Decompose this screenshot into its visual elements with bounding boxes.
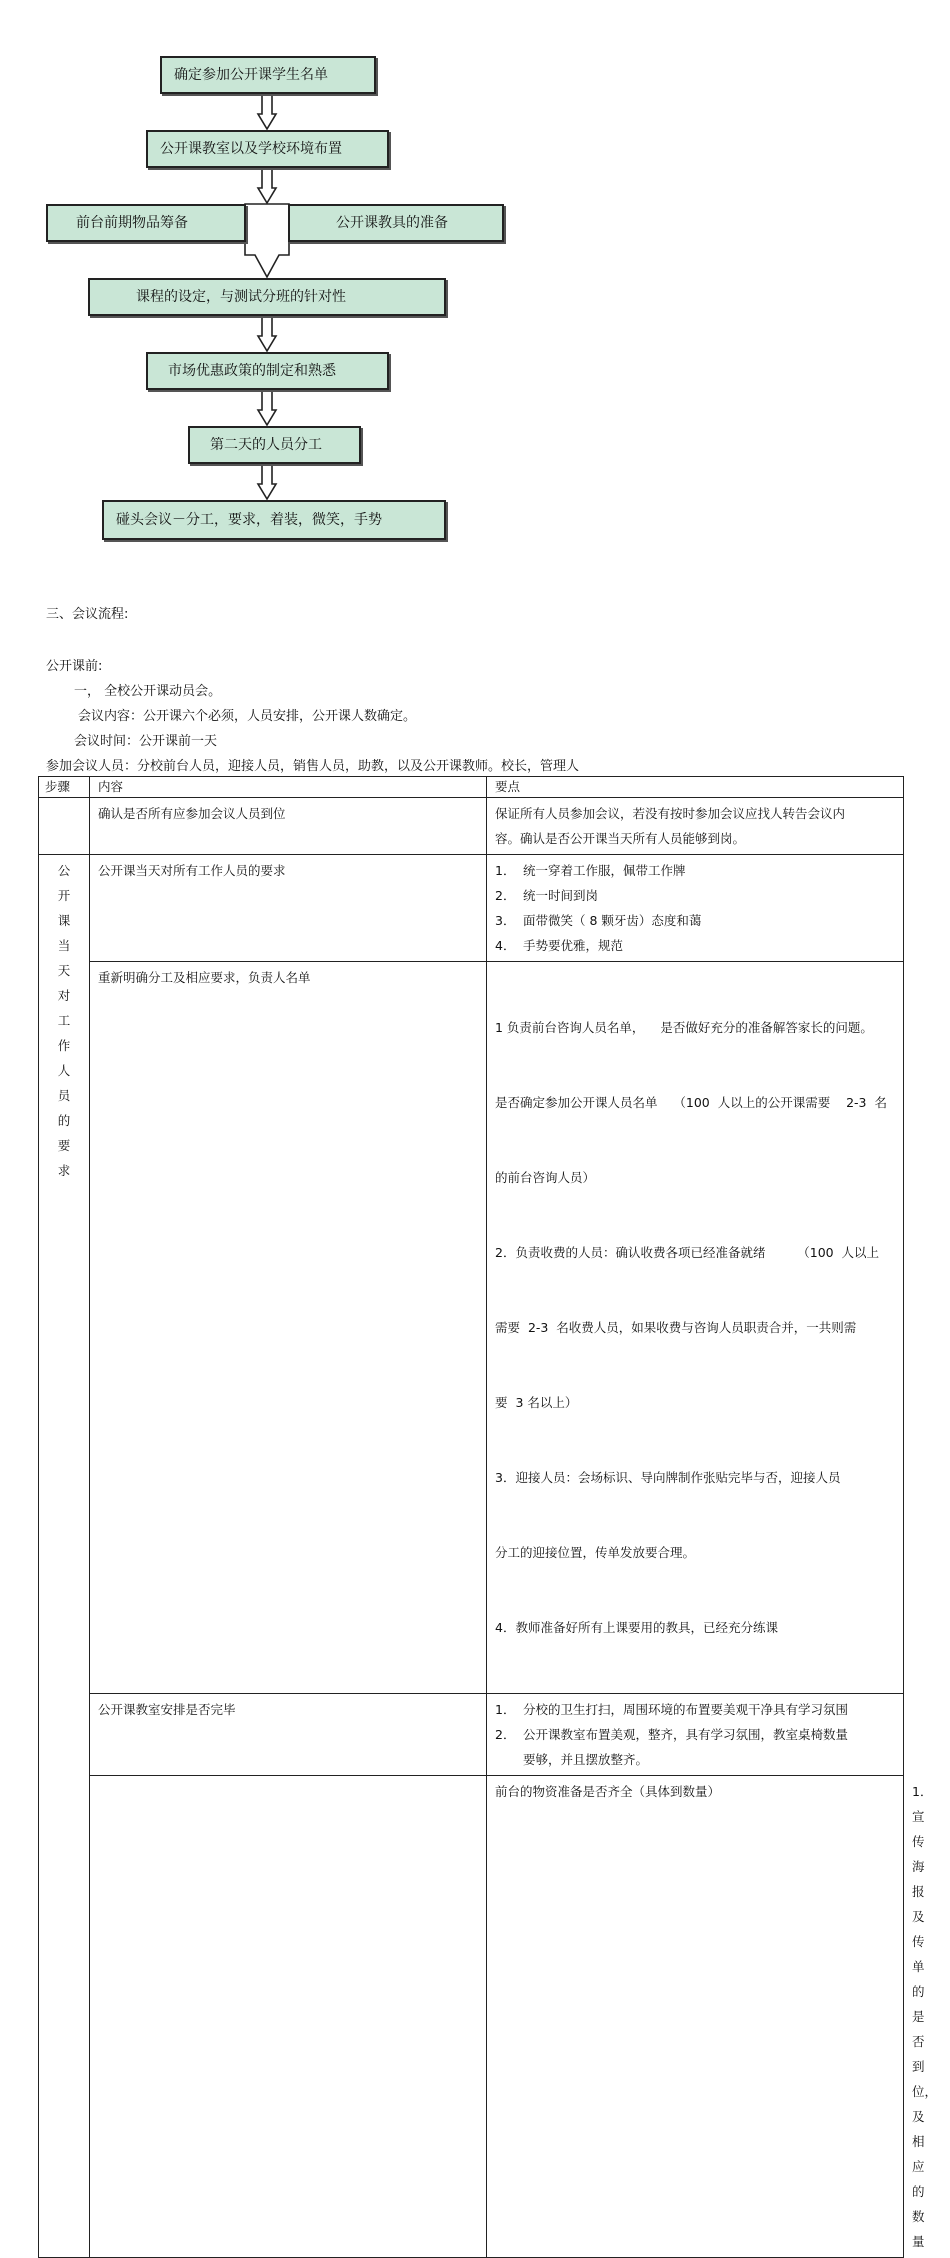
flow-box-label: 课程的设定，与测试分班的针对性 (136, 289, 346, 305)
arrow-down-6 (258, 464, 276, 499)
flow-box-label: 公开课教具的准备 (336, 215, 448, 231)
step-char: 作 (57, 1038, 71, 1053)
arrow-down-5 (258, 390, 276, 425)
points-cell (487, 1694, 904, 1776)
process-table (38, 776, 938, 2258)
meeting-time: 会议时间：公开课前一天 (74, 734, 218, 749)
flow-box-briefing-meeting (102, 500, 446, 540)
flow-box-classroom-setup (146, 130, 389, 168)
step-char: 人 (57, 1063, 71, 1078)
step-char: 员 (57, 1088, 71, 1103)
point-line: 2． 公开课教室布置美观，整齐，具有学习氛围，教室桌椅数量 (495, 1727, 849, 1742)
arrow-down-1 (258, 94, 276, 129)
point-line: 2．负责收费的人员：确认收费各项已经准备就绪 （100 人以上 (495, 1245, 880, 1260)
content-cell: 公开课当天对所有工作人员的要求 (90, 855, 487, 962)
flow-box-label: 公开课教室以及学校环境布置 (160, 141, 342, 157)
flow-box-market-policy (146, 352, 389, 390)
step-char: 的 (57, 1113, 71, 1128)
content-cell: 公开课教室安排是否完毕 (90, 1694, 487, 1776)
header-step: 步骤 (39, 777, 90, 798)
step-char: 求 (57, 1163, 71, 1178)
arrow-down-2 (258, 168, 276, 203)
point-line: 保证所有人员参加会议，若没有按时参加会议应找人转告会议内 (495, 806, 846, 821)
step-cell-empty (39, 798, 90, 855)
flow-box-label: 前台前期物品筹备 (76, 215, 188, 231)
meeting-content: 会议内容：公开课六个必须，人员安排，公开课人数确定。 (78, 709, 417, 724)
point-line: 4．教师准备好所有上课要用的教具，已经充分练课 (495, 1620, 778, 1635)
arrow-merge (245, 204, 289, 277)
point-line: 容。确认是否公开课当天所有人员能够到岗。 (495, 831, 746, 846)
before-class-label: 公开课前: (46, 659, 103, 674)
step-char: 对 (57, 988, 71, 1003)
step-char: 公 (57, 863, 71, 878)
flow-box-course-setting (88, 278, 446, 316)
step-char: 开 (57, 888, 71, 903)
table-row (39, 855, 904, 962)
flow-box-teaching-aids (288, 204, 504, 242)
step-cell-empty (90, 1776, 487, 2258)
point-line: 2． 统一时间到岗 (495, 888, 599, 903)
content-cell: 确认是否所有应参加会议人员到位 (90, 798, 487, 855)
flow-box-label: 市场优惠政策的制定和熟悉 (168, 363, 336, 379)
content-cell: 重新明确分工及相应要求，负责人名单 (90, 962, 487, 1694)
point-line: 3． 面带微笑（ 8 颗牙齿）态度和蔼 (495, 913, 702, 928)
table-header-row (39, 777, 904, 798)
arrow-down-4 (258, 316, 276, 351)
table-row: 前台的物资准备是否齐全（具体到数量） 1．宣传海报及传单的是否到位，及相应的数量 (39, 1776, 904, 2258)
flow-box-label: 碰头会议－分工，要求，着装，微笑，手势 (116, 512, 382, 528)
step-char: 工 (57, 1013, 71, 1028)
point-line: 需要 2-3 名收费人员，如果收费与咨询人员职责合并，一共则需 (495, 1320, 857, 1335)
point-line: 1． 分校的卫生打扫，周围环境的布置要美观干净具有学习氛围 (495, 1702, 849, 1717)
point-line: 1 负责前台咨询人员名单， 是否做好充分的准备解答家长的问题。 (495, 1020, 873, 1035)
header-points: 要点 (487, 777, 904, 798)
table-row (39, 962, 904, 1694)
step-char: 要 (57, 1138, 71, 1153)
points-cell (487, 962, 904, 1694)
flow-box-staff-assignment (188, 426, 361, 464)
point-line: 3．迎接人员：会场标识、导向牌制作张贴完毕与否，迎接人员 (495, 1470, 841, 1485)
point-line: 分工的迎接位置，传单发放要合理。 (495, 1545, 696, 1560)
points-cell (487, 798, 904, 855)
points-cell (487, 855, 904, 962)
flow-box-label: 确定参加公开课学生名单 (174, 67, 328, 83)
table-row (39, 798, 904, 855)
step-char: 课 (57, 913, 71, 928)
point-line: 是否确定参加公开课人员名单 （100 人以上的公开课需要 2-3 名 (495, 1095, 887, 1110)
point-line: 1． 统一穿着工作服，佩带工作牌 (495, 863, 686, 878)
table-row (39, 1694, 904, 1776)
point-line: 的前台咨询人员） (495, 1170, 596, 1185)
flow-box-front-desk-prep (46, 204, 246, 242)
point-line: 要 3 名以上） (495, 1395, 578, 1410)
step-char: 当 (57, 938, 71, 953)
point-line: 要够，并且摆放整齐。 (523, 1752, 649, 1767)
meeting-attendees: 参加会议人员：分校前台人员，迎接人员，销售人员，助教，以及公开课教师。校长，管理人 (46, 759, 580, 774)
step-char: 天 (57, 963, 71, 978)
flow-box-student-list (160, 56, 376, 94)
meeting-item: 一， 全校公开课动员会。 (74, 684, 222, 699)
content-cell: 前台的物资准备是否齐全（具体到数量） (487, 1776, 904, 2258)
point-line: 4． 手势要优雅，规范 (495, 938, 624, 953)
header-content: 内容 (90, 777, 487, 798)
flow-box-label: 第二天的人员分工 (210, 437, 322, 453)
step-cell-vertical (39, 855, 90, 2258)
section-title: 三、会议流程: (46, 607, 129, 622)
